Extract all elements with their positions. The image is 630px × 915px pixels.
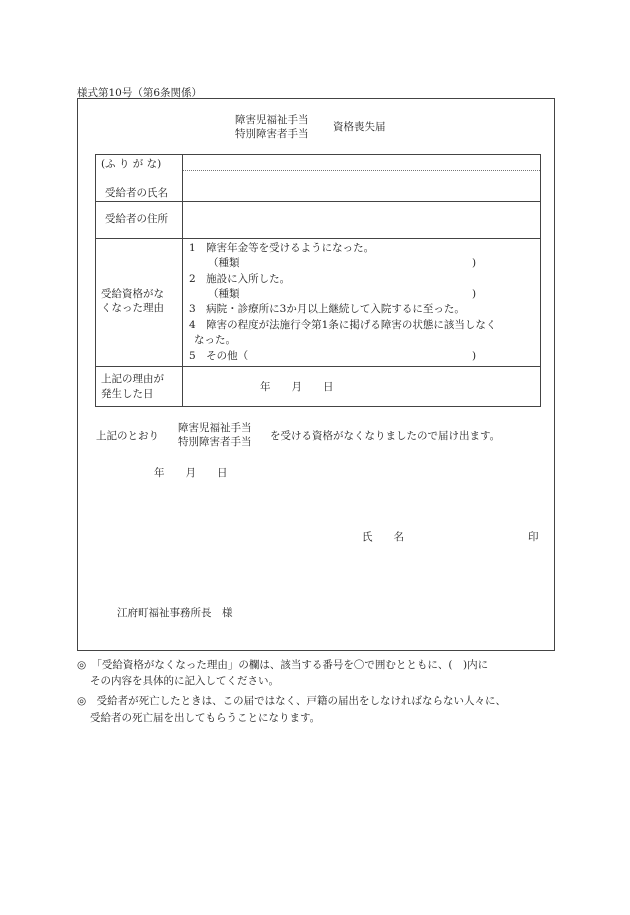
reason-2-type: （種類	[208, 288, 240, 300]
address-field[interactable]	[182, 203, 540, 237]
statement-suffix: を受ける資格がなくなりましたので届け出ます。	[270, 430, 501, 442]
reason-1-close-paren: )	[472, 257, 477, 269]
title-line-1: 障害児福祉手当	[235, 114, 309, 126]
row-divider-1	[95, 201, 541, 202]
note-2-continued: 受給者の死亡届を出してもらうことになります。	[90, 712, 321, 724]
row-divider-3	[95, 366, 541, 367]
furigana-divider	[183, 170, 540, 171]
row-divider-2	[95, 238, 541, 239]
form-number: 様式第10号（第6条関係）	[77, 87, 203, 99]
name-field[interactable]	[182, 172, 540, 200]
date-label-line-2: 発生した日	[101, 388, 154, 400]
note-2: ◎ 受給者が死亡したときは、この届ではなく、戸籍の届出をしなければならない人々に、	[77, 695, 506, 707]
note-1-continued: その内容を具体的に記入してください。	[90, 675, 279, 687]
name-label: 受給者の氏名	[105, 187, 168, 199]
furigana-label: (ふ り が な)	[101, 158, 162, 170]
reason-2-close-paren: )	[472, 288, 477, 300]
title-line-2: 特別障害者手当	[235, 128, 309, 140]
statement-allowance-2: 特別障害者手当	[178, 436, 252, 448]
reason-5-close-paren: )	[472, 350, 477, 362]
title-suffix: 資格喪失届	[333, 121, 386, 133]
reason-1-type: （種類	[208, 257, 240, 269]
submission-date[interactable]: 年 月 日	[154, 467, 228, 479]
seal-mark: 印	[528, 531, 539, 543]
reason-label-line-2: くなった理由	[101, 302, 164, 314]
reason-4-continued: なった。	[194, 334, 236, 346]
reason-4[interactable]: 4 障害の程度が法施行令第1条に掲げる障害の状態に該当しなく	[189, 319, 497, 331]
reason-5[interactable]: 5 その他（	[189, 350, 249, 362]
note-1: ◎ 「受給資格がなくなった理由」の欄は、該当する番号を〇で囲むとともに、( )内に	[77, 659, 489, 671]
reason-3[interactable]: 3 病院・診療所に3か月以上継続して入院するに至った。	[189, 303, 465, 315]
applicant-name-label: 氏 名	[362, 531, 404, 543]
addressee: 江府町福祉事務所長 様	[117, 607, 233, 619]
occurrence-date[interactable]: 年 月 日	[260, 381, 334, 393]
statement-allowance-1: 障害児福祉手当	[178, 422, 252, 434]
reason-label-line-1: 受給資格がな	[101, 288, 164, 300]
reason-2[interactable]: 2 施設に入所した。	[189, 273, 291, 285]
furigana-field[interactable]	[182, 156, 540, 169]
date-label-line-1: 上記の理由が	[101, 373, 164, 385]
address-label: 受給者の住所	[105, 213, 168, 225]
reason-1[interactable]: 1 障害年金等を受けるようになった。	[189, 242, 375, 254]
statement-prefix: 上記のとおり	[96, 430, 159, 442]
